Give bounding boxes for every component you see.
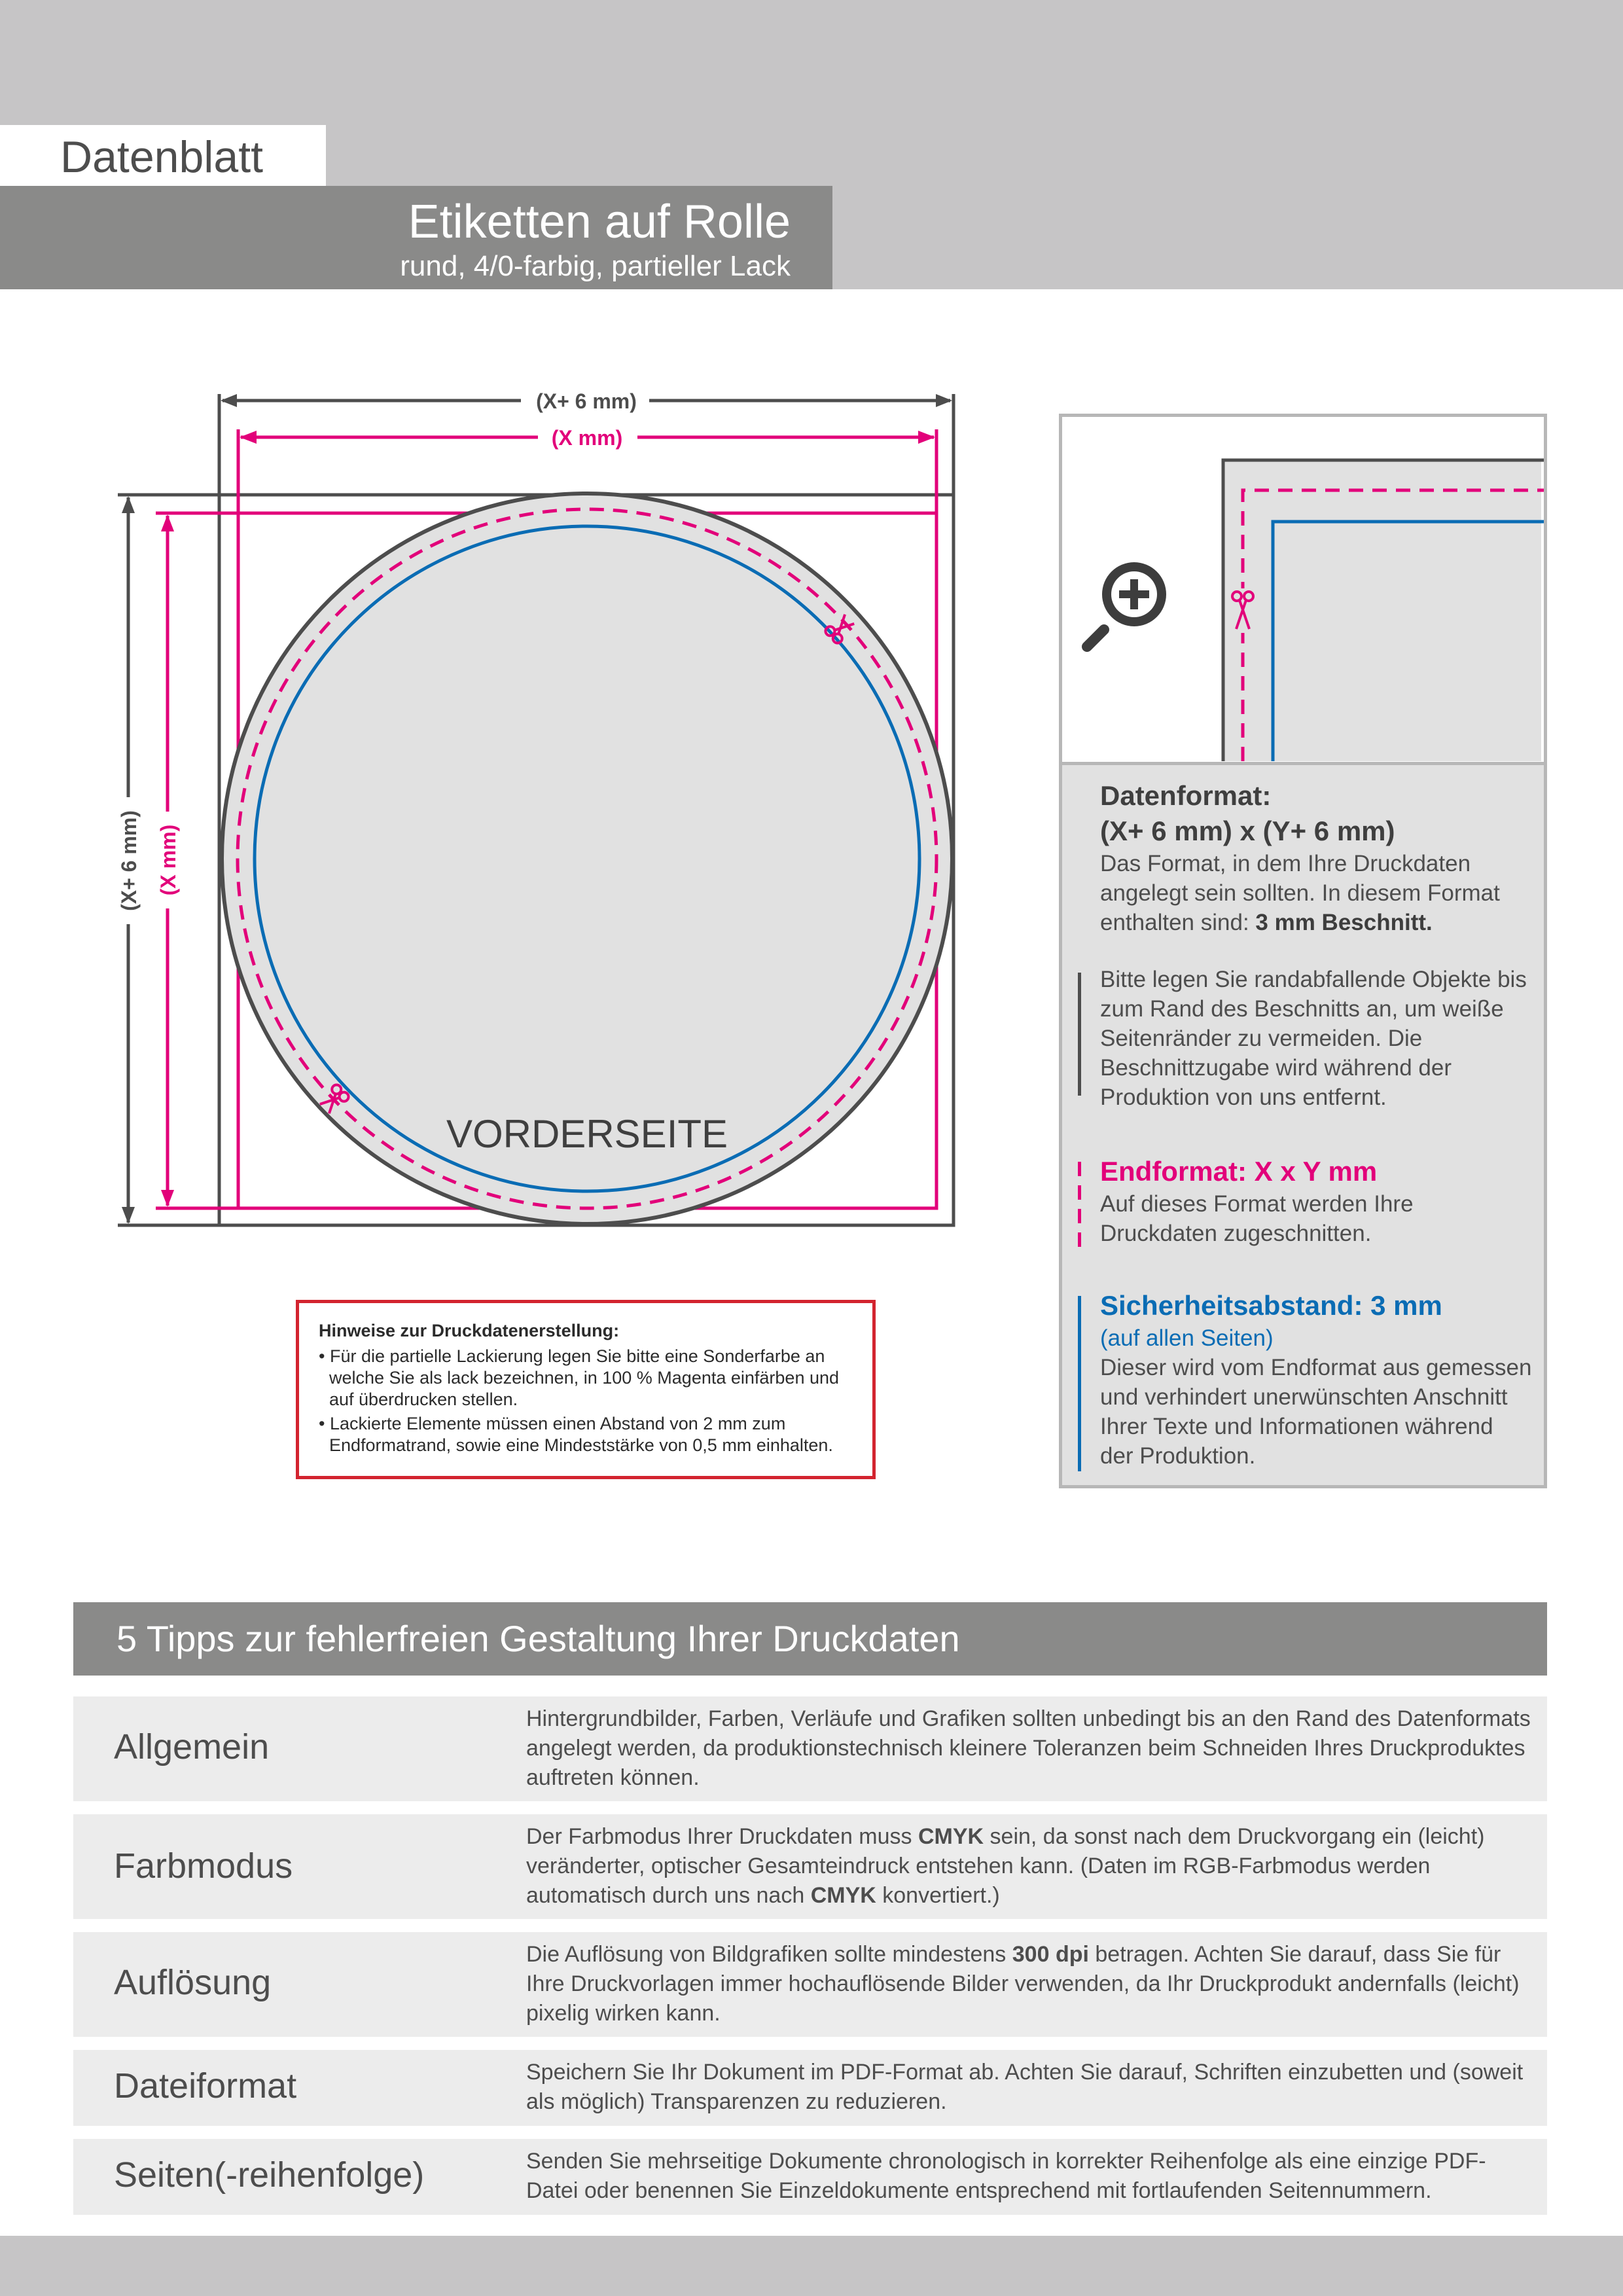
magnifier-plus-icon — [1087, 562, 1166, 647]
tip-row — [73, 2050, 1547, 2126]
tip-label: Dateiformat — [114, 2066, 297, 2106]
sicherheit-block — [1100, 1288, 1532, 1471]
endformat-block — [1100, 1154, 1532, 1248]
sicherheit-text: Dieser wird vom Endformat aus gemessen und verhindert unerwünschten Anschnitt Ihrer Texte und Informationen während der Produktion. — [1100, 1355, 1532, 1469]
zoom-detail — [1062, 417, 1544, 765]
width-bleed-label: (X+ 6 mm) — [536, 389, 637, 413]
tip-row — [73, 1696, 1547, 1801]
beschnitt-text: Bitte legen Sie randabfallende Objekte bis zum Rand des Beschnitts an, um weiße Seitenränder zu vermeiden. Die Beschnittzugabe wird während der Produktion von uns entfernt. — [1100, 967, 1527, 1110]
doc-type-label: Datenblatt — [60, 132, 263, 182]
title-bar — [0, 186, 832, 289]
tips-title: 5 Tipps zur fehlerfreien Gestaltung Ihrer Druckdaten — [116, 1618, 960, 1659]
notes-item: • Lackierte Elemente müssen einen Abstand von 2 mm zum Endformatrand, sowie eine Mindeststärke von 0,5 mm einhalten. — [319, 1414, 833, 1455]
notes-item: • Für die partielle Lackierung legen Sie bitte eine Sonderfarbe an welche Sie als lack bezeichnen, in 100 % Magenta einfärben und auf überdrucken stellen. — [319, 1346, 840, 1409]
endformat-title: Endformat: X x Y mm — [1100, 1156, 1378, 1187]
page-title: Etiketten auf Rolle — [408, 196, 791, 248]
side-label: VORDERSEITE — [446, 1112, 728, 1156]
tip-text: Senden Sie mehrseitige Dokumente chronologisch in korrekter Reihenfolge als eine einzige PDF-Datei oder benennen Sie Einzeldokumente entsprechend mit fortlaufenden Seitennummern. — [526, 2149, 1486, 2203]
format-diagram — [0, 367, 982, 1244]
tip-text: Der Farbmodus Ihrer Druckdaten muss CMYK sein, da sonst nach dem Druckvorgang ein (leicht) veränderter, optischer Gesamteindruck entstehen kann. (Daten im RGB-Farbmodus werden automatisch durch uns nach CMYK konvertiert.) — [526, 1824, 1485, 1908]
tip-row — [73, 1932, 1547, 2037]
sicherheit-title: Sicherheitsabstand: 3 mm — [1100, 1290, 1442, 1321]
beschnitt-block — [1100, 965, 1532, 1112]
tip-text: Speichern Sie Ihr Dokument im PDF-Format ab. Achten Sie darauf, Schriften einzubetten und (soweit als möglich) Transparenzen zu reduzieren. — [526, 2060, 1524, 2114]
tip-row — [73, 1814, 1547, 1919]
scissors-icon — [1232, 588, 1253, 633]
height-final-label: (X mm) — [156, 824, 180, 896]
beschnitt-marker — [1078, 973, 1081, 1096]
height-bleed-label: (X+ 6 mm) — [117, 810, 141, 911]
tip-label: Allgemein — [114, 1727, 270, 1767]
sicherheit-subtitle: (auf allen Seiten) — [1100, 1325, 1274, 1351]
notes-box — [296, 1300, 876, 1479]
endformat-marker — [1078, 1162, 1081, 1247]
page-subtitle: rund, 4/0-farbig, partieller Lack — [400, 250, 791, 282]
endformat-text: Auf dieses Format werden Ihre Druckdaten zugeschnitten. — [1100, 1191, 1414, 1246]
datenformat-block — [1100, 778, 1532, 937]
sicherheit-marker — [1078, 1296, 1081, 1471]
tip-text: Hintergrundbilder, Farben, Verläufe und Grafiken sollten unbedingt bis an den Rand des Datenformats angelegt werden, da produktionstechnisch kleinere Toleranzen beim Schneiden Ihres Druckproduktes auftreten können. — [526, 1706, 1531, 1790]
tip-label: Seiten(-reihenfolge) — [114, 2155, 425, 2195]
tip-label: Farbmodus — [114, 1846, 293, 1886]
datenformat-text: Das Format, in dem Ihre Druckdaten angelegt sein sollten. In diesem Format enthalten sind: 3 mm Beschnitt. — [1100, 851, 1500, 935]
tip-label: Auflösung — [114, 1963, 272, 2002]
tip-text: Die Auflösung von Bildgrafiken sollte mindestens 300 dpi betragen. Achten Sie darauf, dass Sie für Ihre Druckvorlagen immer hochauflösende Bilder verwenden, da Ihr Druckprodukt andernfalls (leicht) pixelig wirken kann. — [526, 1942, 1520, 2026]
notes-title: Hinweise zur Druckdatenerstellung: — [319, 1321, 620, 1340]
datenformat-size: (X+ 6 mm) x (Y+ 6 mm) — [1100, 816, 1395, 846]
width-final-label: (X mm) — [551, 426, 623, 450]
footer-band — [0, 2236, 1623, 2296]
tip-row — [73, 2139, 1547, 2215]
corner-detail-graphic — [1062, 417, 1544, 762]
datenformat-title: Datenformat: — [1100, 780, 1272, 811]
info-panel — [1059, 414, 1547, 1488]
tips-header — [73, 1602, 1547, 1676]
